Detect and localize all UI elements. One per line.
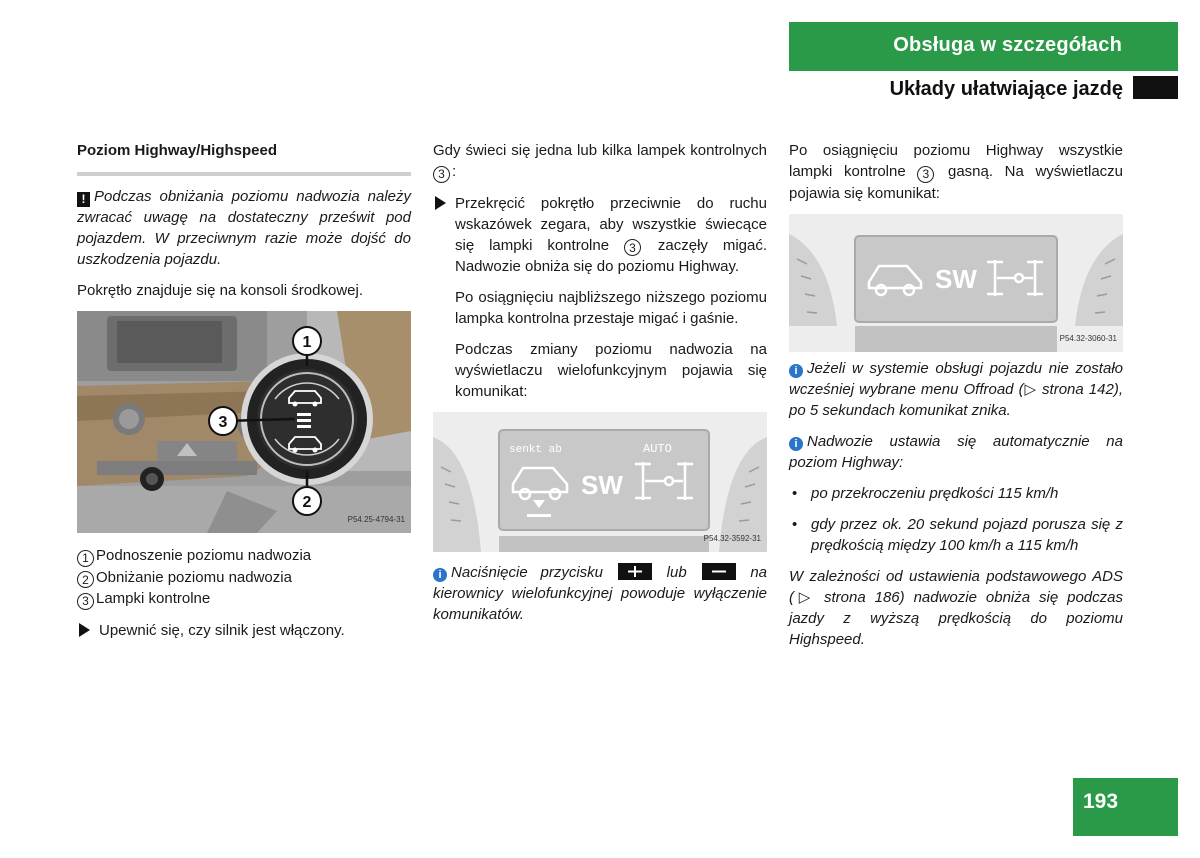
intro-suffix: : <box>452 163 457 180</box>
legend-text: Obniżanie poziomu nadwozia <box>96 568 292 586</box>
legend-text: Lampki kontrolne <box>96 590 211 607</box>
section-heading: Poziom Highway/Highspeed <box>77 140 411 176</box>
subsection-title: Układy ułatwiające jazdę <box>889 78 1123 100</box>
legend-item <box>77 588 411 610</box>
intro-paragraph <box>433 140 767 183</box>
legend-item <box>77 567 411 589</box>
warning-paragraph <box>77 186 411 270</box>
legend-number: 3 <box>77 593 94 610</box>
display-sw-text: SW <box>581 470 623 500</box>
console-knob-illustration <box>77 311 411 533</box>
plus-key-icon <box>618 563 652 580</box>
display-sw-text: SW <box>935 263 977 294</box>
legend-item <box>77 545 411 567</box>
bullet-item: • gdy przez ok. 20 sekund pojazd porusza się z prędkością między 100 km/h a 115 km/h <box>789 514 1123 556</box>
callout-3: 3 <box>218 414 228 431</box>
warning-icon: ! <box>77 192 90 207</box>
info-text: Jeżeli w systemie obsługi pojazdu nie zostało wcześniej wybrane menu Offroad (▷ strona 142), po 5 sekundach komunikat znika. <box>789 359 1123 419</box>
callout-2: 2 <box>302 494 312 511</box>
callout-1: 1 <box>302 334 312 351</box>
info-paragraph <box>789 358 1123 421</box>
page-number: 193 <box>1083 790 1119 813</box>
legend-text: Podnoszenie poziomu nadwozia <box>96 547 312 564</box>
intro-text-end: gasną. Na wyświetlaczu pojawia się komunikat: <box>789 163 1123 202</box>
page-number-box <box>1073 778 1178 836</box>
legend <box>77 545 411 610</box>
intro-paragraph <box>789 140 1123 204</box>
bullet-item: • po przekroczeniu prędkości 115 km/h <box>789 483 1123 504</box>
final-paragraph: W zależności od ustawienia podstawowego ADS (▷ strona 186) nadwozie obniża się podczas jazdy z wyższą prędkością do poziomu Highspeed. <box>789 567 1123 648</box>
info-text: Nadwozie ustawia się automatycznie na poziom Highway: <box>789 432 1123 471</box>
step-text: Przekręcić pokrętło przeciwnie do ruchu wskazówek zegara, aby wszystkie świecące się lampki kontrolne <box>455 194 767 254</box>
section-header-bar <box>789 22 1178 71</box>
info-icon: i <box>789 437 803 451</box>
console-paragraph: Pokrętło znajduje się na konsoli środkowej. <box>77 282 363 299</box>
column-1 <box>77 140 411 651</box>
step-text-end: zaczęły migać. Nadwozie obniża się do poziomu Highway. <box>455 236 768 275</box>
column-3 <box>789 140 1123 660</box>
triangle-bullet-icon <box>435 196 446 210</box>
info-text: Naciśnięcie przycisku <box>451 564 604 581</box>
step-text: Upewnić się, czy silnik jest włączony. <box>99 621 345 639</box>
chapter-tab <box>1133 76 1178 99</box>
section-title: Obsługa w szczegółach <box>893 34 1122 56</box>
inline-number: 3 <box>917 166 934 183</box>
display-mode-text: AUTO <box>643 442 672 456</box>
image-code: P54.25-4794-31 <box>347 515 405 524</box>
inline-number: 3 <box>624 239 641 256</box>
intro-text: Gdy świeci się jedna lub kilka lampek kontrolnych <box>433 142 767 159</box>
image-code: P54.32-3592-31 <box>703 534 761 543</box>
display-senkt-ab-image <box>433 412 767 552</box>
info-or-text: lub <box>666 564 687 581</box>
info-icon: i <box>789 364 803 378</box>
display-highway-image <box>789 214 1123 352</box>
warning-text: Podczas obniżania poziomu nadwozia należy zwracać uwagę na dostateczny prześwit pod pojazdem. W przeciwnym razie może dojść do uszkodzenia pojazdu. <box>77 188 411 268</box>
minus-key-icon <box>702 563 736 580</box>
console-knob-photo <box>77 311 411 533</box>
indent-paragraph: Podczas zmiany poziomu nadwozia na wyświetlaczu wielofunkcyjnym pojawia się komunikat: <box>455 341 767 400</box>
step-paragraph <box>77 620 411 641</box>
inline-number: 3 <box>433 166 450 183</box>
indent-paragraph: Po osiągnięciu najbliższego niższego poziomu lampka kontrolna przestaje migać i gaśnie. <box>455 289 767 327</box>
triangle-bullet-icon <box>79 623 90 637</box>
image-code: P54.32-3060-31 <box>1059 333 1117 343</box>
legend-number: 1 <box>77 550 94 567</box>
column-2 <box>433 140 767 635</box>
info-paragraph <box>789 431 1123 473</box>
info-icon: i <box>433 568 447 582</box>
intro-text: Po osiągnięciu poziomu Highway wszystkie lampki kontrolne <box>789 142 1123 180</box>
step-paragraph <box>433 193 767 278</box>
legend-number: 2 <box>77 571 94 588</box>
info-text-end: na kierownicy wielofunkcyjnej powoduje wyłączenie komunikatów. <box>433 564 767 623</box>
display-status-text: senkt ab <box>509 444 562 456</box>
info-paragraph <box>433 562 767 625</box>
